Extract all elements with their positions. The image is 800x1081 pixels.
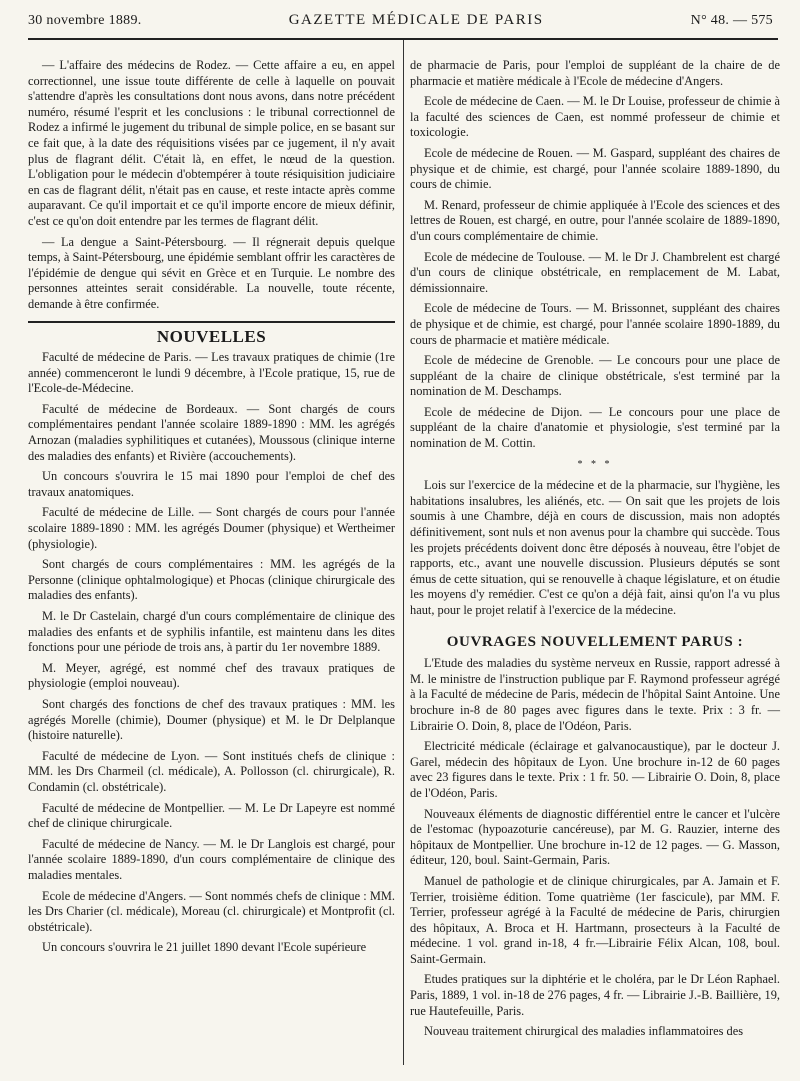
news-rouen: Ecole de médecine de Rouen. — M. Gaspard, suppléant des chaires de physique et de chimie, est chargé, pour l'année scolaire 1889-1890, du cours de chimie.: [410, 145, 780, 192]
page-header: [28, 12, 773, 34]
header-date: 30 novembre 1889.: [28, 13, 142, 28]
book-entry: Nouveaux éléments de diagnostic différentiel entre le cancer et l'ulcère de l'estomac (hypoazoturie cancéreuse), par M. G. Rauzier, interne des hôpitaux de Montpellier. Une brochure in-12 de 12 pages. — G. Masson, éditeur, 120, boul. Saint-Germain, Paris.: [410, 806, 780, 868]
news-angers-concours: Un concours s'ouvrira le 21 juillet 1890 devant l'Ecole supérieure: [42, 940, 367, 955]
section-separator-stars: * * *: [577, 458, 613, 470]
news-bordeaux-concours: Un concours s'ouvrira le 15 mai 1890 pour l'emploi de chef des travaux anatomiques.: [28, 469, 395, 499]
news-lille-cours: Sont chargés de cours complémentaires : MM. les agrégés de la Personne (clinique ophtalmologique) et Phocas (clinique chirurgicale des maladies des enfants).: [28, 557, 395, 603]
news-toulouse: Ecole de médecine de Toulouse. — M. le Dr J. Chambrelent est chargé d'un cours de clinique obstétricale, en remplacement de M. Labat, démissionnaire.: [410, 249, 780, 295]
section-title-nouvelles: NOUVELLES: [28, 321, 395, 345]
issue-page-number: N° 48. — 575: [690, 13, 773, 28]
news-dijon: Ecole de médecine de Dijon. — Le concours pour une place de suppléant de la chaire d'anatomie et physiologie, s'est terminé par la nomination de M. Cottin.: [410, 404, 780, 451]
news-caen: Ecole de médecine de Caen. — M. le Dr Louise, professeur de chimie à la faculté des sciences de Caen, est nommé professeur de chimie et toxicologie.: [410, 94, 780, 140]
news-paris: Faculté de médecine de Paris. — Les travaux pratiques de chimie (1re année) commenceront le lundi 9 décembre, à l'Ecole pratique, 15, rue de l'Ecole-de-Médecine.: [28, 350, 395, 396]
news-lille-meyer: M. Meyer, agrégé, est nommé chef des travaux pratiques de physiologie (emploi nouveau).: [28, 660, 395, 691]
news-lille-travaux: Sont chargés des fonctions de chef des travaux pratiques : MM. les agrégés Morelle (chimie), Doumer (physique) et M. le Dr Delplanque (histoire naturelle).: [28, 696, 395, 743]
article-dengue: — La dengue a Saint-Pétersbourg. — Il régnerait depuis quelque temps, à Saint-Pétersbourg, une épidémie semblant offrir les caractères de l'épidémie de dengue qui sévit en Grèce et en Turquie. Le nombre des personnes atteintes serait considérable. La nouvelle, toute récente, demande à être confirmée.: [28, 234, 395, 311]
book-entry: Manuel de pathologie et de clinique chirurgicales, par A. Jamain et F. Terrier, troisième édition. Tome quatrième (1er fascicule), par MM. F. Terrier, professeur agrégé à la Faculté de médecine de Paris, chirurgien des hôpitaux, A. Broca et H. Hartmann, prosecteurs à la Faculté de médecine. 1 vol. grand in-18, 4 fr.—Librairie Félix Alcan, 108, boul. Saint-Germain.: [410, 873, 780, 966]
column-divider: [403, 40, 404, 1065]
news-lille-castelain: M. le Dr Castelain, chargé d'un cours complémentaire de clinique des maladies des enfants et de syphilis infantile, est maintenu dans les dites fonctions pour une période de trois ans, à partir du 1er novembre 1889.: [28, 609, 395, 655]
news-angers: Ecole de médecine d'Angers. — Sont nommés chefs de clinique : MM. les Drs Charier (cl. médicale), Moreau (cl. chirurgicale) et Montprofit (cl. obstétricale).: [28, 888, 395, 934]
book-entry: Nouveau traitement chirurgical des maladies inflammatoires des: [424, 1024, 744, 1039]
book-entry: L'Etude des maladies du système nerveux en Russie, rapport adressé à M. le ministre de l'instruction publique par F. Raymond professeur agrégé à la Faculté de médecine de Paris, médecin de l'hôpital Saint Antoine. Une brochure in-8 de 80 pages avec figures dans le texte. Prix : 3 fr. — Librairie O. Doin, 8, place de l'Odéon, Paris.: [410, 656, 780, 733]
book-entry: Etudes pratiques sur la diphtérie et le choléra, par le Dr Léon Raphael. Paris, 1889, 1 vol. in-18 de 276 pages, 4 fr. — Librairie J.-B. Baillière, 19, rue Hautefeuille, Paris.: [410, 972, 780, 1018]
news-grenoble: Ecole de médecine de Grenoble. — Le concours pour une place de suppléant de la chaire de clinique obstétricale, s'est terminé par la nomination de M. Deschamps.: [410, 353, 780, 399]
news-tours: Ecole de médecine de Tours. — M. Brissonnet, suppléant des chaires de physique et de chimie, est chargé, pour l'année scolaire 1890-1889, du cours de pharmacie et matière médicale.: [410, 301, 780, 347]
section-title-ouvrages: OUVRAGES NOUVELLEMENT PARUS :: [446, 633, 744, 650]
news-nancy: Faculté de médecine de Nancy. — M. le Dr Langlois est chargé, pour l'année scolaire 1889-1890, d'un cours complémentaire de clinique des maladies mentales.: [28, 836, 395, 882]
news-lyon: Faculté de médecine de Lyon. — Sont institués chefs de clinique : MM. les Drs Charmeil (cl. médicale), A. Pollosson (cl. chirurgicale), R. Condamin (cl. obstétricale).: [28, 748, 395, 794]
right-column: [410, 58, 780, 1045]
news-rouen-renard: M. Renard, professeur de chimie appliquée à l'Ecole des sciences et des lettres de Rouen, est chargé, en outre, pour l'année scolaire de 1889-1890, d'un cours complémentaire de chimie.: [410, 197, 780, 243]
news-bordeaux: Faculté de médecine de Bordeaux. — Sont chargés de cours complémentaires pendant l'année scolaire 1889-1890 : MM. les agrégés Arnozan (maladies syphilitiques et cutanées), Moussous (clinique interne des maladies des enfants) et Rivière (accouchements).: [28, 401, 395, 463]
news-angers-continued: de pharmacie de Paris, pour l'emploi de suppléant de la chaire de de pharmacie et matière médicale à l'Ecole de médecine d'Angers.: [410, 58, 780, 88]
news-montpellier: Faculté de médecine de Montpellier. — M. Le Dr Lapeyre est nommé chef de clinique chirurgicale.: [28, 800, 395, 831]
book-entry: Electricité médicale (éclairage et galvanocaustique), par le docteur J. Garel, médecin des hôpitaux de Lyon. Une brochure in-12 de 60 pages avec 23 figures dans le texte. Prix : 1 fr. 50. — Librairie O. Doin, 8, place de l'Odéon, Paris.: [410, 739, 780, 800]
article-rodez: — L'affaire des médecins de Rodez. — Cette affaire a eu, en appel correctionnel, une issue toute différente de celle à laquelle on pouvait s'attendre d'après les consultations dont nous avons, dans notre précédent numéro, résumé l'esprit et les conclusions : le tribunal correctionnel de Rodez a infirmé le jugement du tribunal de simple police, en se basant sur ce fait que, à la date des réquisitions visées par ce jugement, il n'y avait plus de flagrant délit. C'était là, en effet, le nœud de la question. L'obligation pour le médecin d'obtempérer à toute résiquisition judiciaire en cas de flagrant délit, n'était pas en cause, et reste intacte après comme auparavant. Ce qu'il importait et ce qu'il importe encore de mieux définir, c'est ce qu'on doit entendre par les termes de flagrant délit.: [28, 58, 395, 228]
news-lille: Faculté de médecine de Lille. — Sont chargés de cours pour l'année scolaire 1889-1890 : MM. les agrégés Doumer (physique) et Wertheimer (physiologie).: [28, 505, 395, 551]
left-column: [28, 58, 395, 961]
article-lois: Lois sur l'exercice de la médecine et de la pharmacie, sur l'hygiène, les habitations insalubres, les aliénés, etc. — On sait que les projets de lois soumis à une Chambre, déjà en cours de discussion, mais non adoptés définitivement, sont nuls et non avenus pour la chambre qui succède. Tous les projets précédents doivent donc être déposés à nouveau, être l'objet de rapports, etc., avant une nouvelle discussion. Plusieurs députés se sont émus de cette situation, qui se renouvelle à chaque législature, et on étudie les moyens d'y remédier. C'est ce qu'on a déjà fait, ainsi qu'on l'a vu plus haut, pour le projet relatif à l'exercice de la médecine.: [410, 478, 780, 617]
journal-title: GAZETTE MÉDICALE DE PARIS: [288, 12, 544, 28]
